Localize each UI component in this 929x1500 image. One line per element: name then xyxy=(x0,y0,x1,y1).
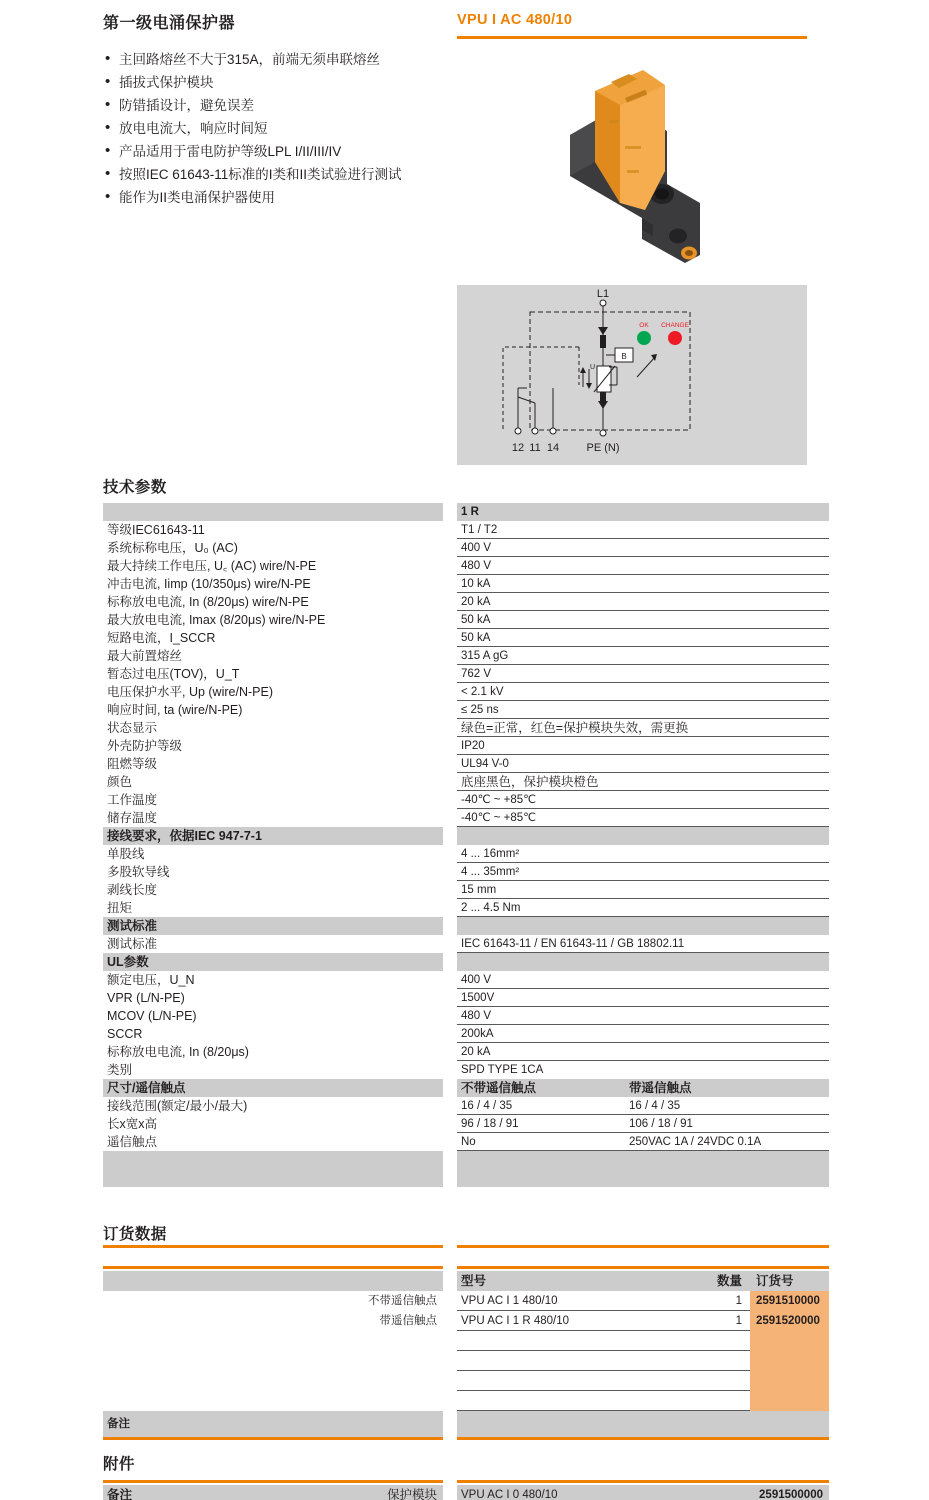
tech-label: 状态显示 xyxy=(107,721,158,735)
list-item: • 能作为II类电涌保护器使用 xyxy=(103,187,448,208)
tech-label: 阻燃等级 xyxy=(107,757,158,771)
order-heading: 订货数据 xyxy=(103,1226,167,1243)
tech-footer-band-left xyxy=(103,1151,443,1169)
tech-dim-value-c1: 96 / 18 / 91 xyxy=(461,1118,519,1130)
tech-value: 200kA xyxy=(457,1025,829,1043)
tech-label: 最大持续工作电压, U꜀ (AC) wire/N-PE xyxy=(107,559,317,573)
led-change-label: CHANGE xyxy=(661,322,689,329)
tech-label: 响应时间, ta (wire/N-PE) xyxy=(107,703,243,717)
tech-label: VPR (L/N-PE) xyxy=(107,991,185,1005)
tech-value: 绿色=正常，红色=保护模块失效，需更换 xyxy=(457,719,829,737)
accessory-rule-left xyxy=(103,1480,443,1483)
order-cell-qty: 1 xyxy=(735,1295,742,1307)
svg-text:U: U xyxy=(590,364,596,371)
tech-value: IEC 61643-11 / EN 61643-11 / GB 18802.11 xyxy=(457,935,829,953)
order-label-column xyxy=(103,1271,443,1440)
table-row xyxy=(457,1291,829,1311)
tech-label: 冲击电流, Iimp (10/350μs) wire/N-PE xyxy=(107,577,311,591)
order-col-model: 型号 xyxy=(461,1274,487,1288)
tech-value: 400 V xyxy=(457,539,829,557)
tech-value: 2 ... 4.5 Nm xyxy=(457,899,829,917)
tech-label: 遥信触点 xyxy=(107,1135,158,1149)
tech-value: 10 kA xyxy=(457,575,829,593)
accessory-value-column xyxy=(457,1485,829,1500)
tech-specs-heading: 技术参数 xyxy=(103,479,167,496)
tech-footer-band-right-2 xyxy=(457,1169,829,1187)
accessory-remark-row xyxy=(103,1485,443,1500)
table-row-empty xyxy=(457,1351,829,1371)
tech-value: IP20 xyxy=(457,737,829,755)
title-underline-rule xyxy=(457,36,807,39)
tech-dim-value-c1: No xyxy=(461,1136,476,1148)
order-bottom-rule-right xyxy=(457,1437,829,1440)
order-row-label: 带遥信触点 xyxy=(379,1315,437,1327)
tech-label: 最大放电电流, Imax (8/20μs) wire/N-PE xyxy=(107,613,326,627)
tech-label: 标称放电电流, In (8/20μs) xyxy=(107,1045,249,1059)
tech-label: 颜色 xyxy=(107,775,133,789)
tech-group-header-dimensions: 尺寸/遥信触点 xyxy=(103,1079,443,1097)
tech-value: ≤ 25 ns xyxy=(457,701,829,719)
table-row-empty xyxy=(457,1371,829,1391)
accessory-rule-right xyxy=(457,1480,829,1483)
tech-label: 测试标准 xyxy=(107,937,158,951)
tech-value: 4 ... 16mm² xyxy=(457,845,829,863)
list-item: • 产品适用于雷电防护等级LPL I/II/III/IV xyxy=(103,141,448,162)
tech-dim-value-c2: 16 / 4 / 35 xyxy=(629,1100,681,1112)
tech-value: T1 / T2 xyxy=(457,521,829,539)
tech-value: SPD TYPE 1CA xyxy=(461,1064,544,1076)
tech-value: 315 A gG xyxy=(457,647,829,665)
feature-list xyxy=(103,49,448,208)
tech-label: 系统标称电压，U₀ (AC) xyxy=(107,541,238,555)
list-item: • 防错插设计，避免误差 xyxy=(103,95,448,116)
tech-group-header-wiring: 接线要求，依据IEC 947-7-1 xyxy=(103,827,443,845)
tech-dim-row xyxy=(457,1115,829,1133)
led-ok-indicator xyxy=(637,331,651,345)
tech-footer-band-right xyxy=(457,1151,829,1169)
tech-label: 电压保护水平, Up (wire/N-PE) xyxy=(107,685,273,699)
order-data-section xyxy=(103,1222,829,1430)
tech-value: 底座黑色，保护模块橙色 xyxy=(457,773,829,791)
tech-group-header-wiring-right xyxy=(457,827,829,845)
table-row-empty xyxy=(457,1391,829,1411)
tech-value: 20 kA xyxy=(457,593,829,611)
tech-label: MCOV (L/N-PE) xyxy=(107,1009,197,1023)
tech-label: 剥线长度 xyxy=(107,883,158,897)
table-row xyxy=(457,1311,829,1331)
accessory-section xyxy=(103,1452,829,1500)
tech-label: 短路电流，I_SCCR xyxy=(107,631,216,645)
schematic-top-label: L1 xyxy=(596,288,610,300)
tech-value-col-header: 1 R xyxy=(457,503,829,521)
tech-value: 1500V xyxy=(457,989,829,1007)
product-column xyxy=(457,10,807,39)
tech-dim-value-c2: 250VAC 1A / 24VDC 0.1A xyxy=(629,1136,762,1148)
tech-dim-row xyxy=(457,1097,829,1115)
order-row-empty xyxy=(103,1371,443,1391)
accessory-heading: 附件 xyxy=(103,1456,135,1473)
tech-dim-subheaders xyxy=(457,1079,829,1097)
order-cell-orderno: 2591520000 xyxy=(750,1311,829,1331)
order-cell-qty: 1 xyxy=(735,1315,742,1327)
order-col-qty: 数量 xyxy=(716,1274,742,1288)
tech-label: 最大前置熔丝 xyxy=(107,649,183,663)
tech-label-column xyxy=(103,503,443,1187)
tech-dim-value-c2: 106 / 18 / 91 xyxy=(629,1118,693,1130)
tech-group-header-standard-right xyxy=(457,917,829,935)
tech-label: 接线范围(额定/最小/最大) xyxy=(107,1099,248,1113)
tech-label: 扭矩 xyxy=(107,901,133,915)
tech-value: 50 kA xyxy=(457,629,829,647)
schematic-terminal-pe: PE (N) xyxy=(586,442,620,454)
schematic-terminal-14: 14 xyxy=(546,442,560,454)
tech-group-header-standard: 测试标准 xyxy=(103,917,443,935)
order-rule-left xyxy=(103,1266,443,1269)
list-item: • 按照IEC 61643-11标准的I类和II类试验进行测试 xyxy=(103,164,448,185)
product-photo-svg xyxy=(457,58,807,280)
order-table xyxy=(457,1271,829,1440)
tech-dim-col1-header: 不带遥信触点 xyxy=(461,1081,537,1095)
tech-value: UL94 V-0 xyxy=(457,755,829,773)
page-title: 第一级电涌保护器 xyxy=(103,15,236,32)
accessory-remark-name: 保护模块 xyxy=(386,1488,437,1500)
list-item: • 放电电流大，响应时间短 xyxy=(103,118,448,139)
tech-label: 额定电压，U_N xyxy=(107,973,195,987)
tech-label: 外壳防护等级 xyxy=(107,739,183,753)
order-row-empty xyxy=(103,1331,443,1351)
order-bottom-rule-left xyxy=(103,1437,443,1440)
order-col-orderno: 订货号 xyxy=(756,1274,794,1288)
schematic-terminal-12: 12 xyxy=(511,442,525,454)
tech-value: 20 kA xyxy=(457,1043,829,1061)
table-row-empty xyxy=(457,1331,829,1351)
tech-dim-value-c1: 16 / 4 / 35 xyxy=(461,1100,513,1112)
tech-value: 4 ... 35mm² xyxy=(457,863,829,881)
accessory-label-column xyxy=(103,1485,443,1500)
tech-value: 15 mm xyxy=(457,881,829,899)
order-header-blank-left xyxy=(103,1271,443,1291)
order-rule-right xyxy=(457,1266,829,1269)
order-cell-orderno: 2591510000 xyxy=(750,1291,829,1311)
tech-value: 762 V xyxy=(457,665,829,683)
tech-header-blank-left xyxy=(103,503,443,521)
accessory-orderno: 2591500000 xyxy=(759,1489,823,1500)
tech-label: 类别 xyxy=(107,1063,133,1077)
accessory-model-row xyxy=(457,1485,829,1500)
tech-specs-section xyxy=(103,475,829,1149)
circuit-schematic-svg xyxy=(457,285,807,465)
tech-label: 多股软导线 xyxy=(107,865,170,879)
tech-dim-row xyxy=(457,1133,829,1151)
tech-label: 等级IEC61643-11 xyxy=(107,523,205,537)
circuit-schematic xyxy=(457,285,807,465)
tech-value-column xyxy=(457,503,829,1187)
tech-group-header-ul-right xyxy=(457,953,829,971)
tech-dim-col2-header: 带遥信触点 xyxy=(629,1081,692,1095)
svg-text:B: B xyxy=(621,352,627,361)
led-ok-label: OK xyxy=(639,322,649,329)
order-cell-model: VPU AC I 1 480/10 xyxy=(461,1295,558,1307)
order-row-empty xyxy=(103,1351,443,1371)
tech-label: 工作温度 xyxy=(107,793,158,807)
tech-value: 50 kA xyxy=(457,611,829,629)
list-item: • 插拔式保护模块 xyxy=(103,72,448,93)
tech-value: < 2.1 kV xyxy=(457,683,829,701)
tech-value: -40℃ ~ +85℃ xyxy=(457,809,829,827)
order-remark-label: 备注 xyxy=(103,1411,443,1437)
tech-label: 单股线 xyxy=(107,847,145,861)
order-remark-value xyxy=(457,1411,829,1437)
tech-value: -40℃ ~ +85℃ xyxy=(457,791,829,809)
tech-label: 储存温度 xyxy=(107,811,158,825)
tech-value: 480 V xyxy=(457,557,829,575)
accessory-remark-label: 备注 xyxy=(107,1488,133,1500)
tech-footer-band-left-2 xyxy=(103,1169,443,1187)
product-photo xyxy=(457,58,807,280)
top-section xyxy=(0,0,929,470)
tech-label: 暂态过电压(TOV)，U_T xyxy=(107,667,240,681)
order-cell-model: VPU AC I 1 R 480/10 xyxy=(461,1315,570,1327)
tech-label: 长x宽x高 xyxy=(107,1117,158,1131)
order-row-label: 不带遥信触点 xyxy=(368,1295,437,1307)
accessory-model: VPU AC I 0 480/10 xyxy=(461,1489,558,1500)
order-row-empty xyxy=(103,1391,443,1411)
tech-label: SCCR xyxy=(107,1027,143,1041)
tech-group-header-ul: UL参数 xyxy=(103,953,443,971)
tech-value: 480 V xyxy=(457,1007,829,1025)
product-model-title: VPU I AC 480/10 xyxy=(457,12,573,28)
list-item: • 主回路熔丝不大于315A，前端无须串联熔丝 xyxy=(103,49,448,70)
features-column xyxy=(103,10,448,210)
tech-value: 400 V xyxy=(457,971,829,989)
led-change-indicator xyxy=(668,331,682,345)
order-table-header-row xyxy=(457,1271,829,1291)
schematic-terminal-11: 11 xyxy=(529,442,541,454)
tech-label: 标称放电电流, In (8/20μs) wire/N-PE xyxy=(107,595,309,609)
